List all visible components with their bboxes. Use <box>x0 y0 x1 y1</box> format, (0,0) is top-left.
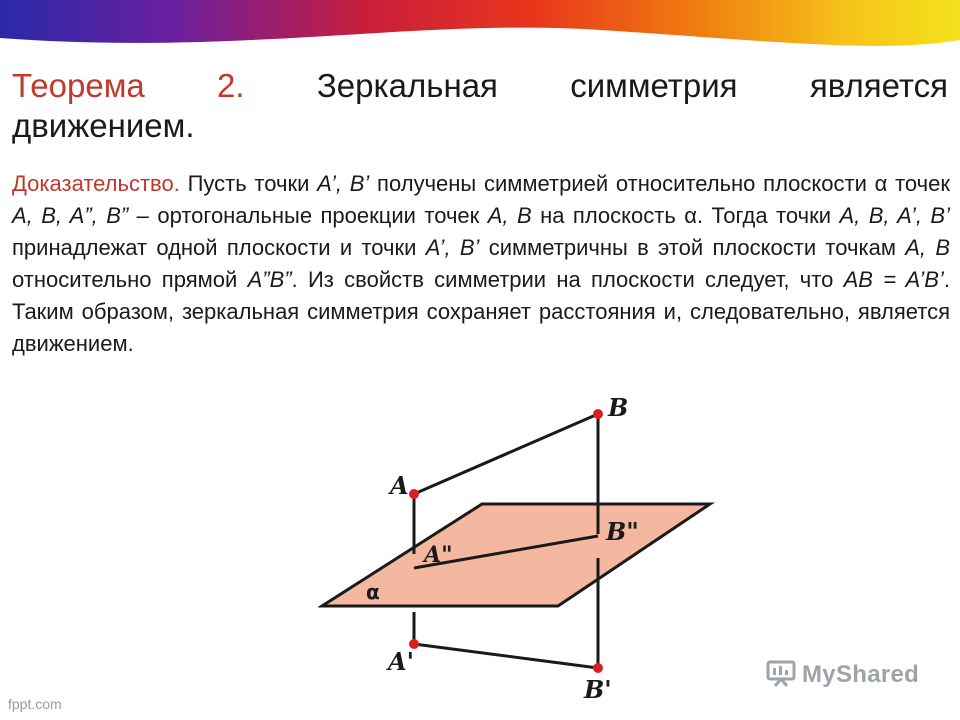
point-b <box>593 409 603 419</box>
proof-paragraph <box>12 168 950 360</box>
proof-text: . Из свойств симметрии на плоскости следует, что <box>291 267 844 292</box>
proof-math: A, B, A”, B” <box>12 203 129 228</box>
mirror-symmetry-diagram <box>318 392 718 710</box>
point-a <box>409 489 419 499</box>
proof-math: AB = A’B’ <box>843 267 944 292</box>
proof-math: A, B <box>487 203 532 228</box>
proof-text: – ортогональные проекции точек <box>128 203 488 228</box>
watermark-text: MyShared <box>802 661 920 688</box>
proof-math: A, B, A’, B’ <box>839 203 950 228</box>
point-b-prime <box>593 663 603 673</box>
proof-text: . Тогда точки <box>696 203 840 228</box>
label-a-proj: A" <box>424 542 453 568</box>
rainbow-header-band <box>0 0 960 60</box>
proof-math: A’, B’ <box>317 171 370 196</box>
source-label: fppt.com <box>8 696 62 712</box>
plane-alpha <box>322 504 710 606</box>
proof-text: точек <box>887 171 950 196</box>
proof-text: принадлежат одной плоскости и точки <box>12 235 426 260</box>
proof-alpha: α <box>684 203 697 228</box>
proof-math: A, B <box>905 235 951 260</box>
proof-text: на плоскость <box>531 203 685 228</box>
segment-a-prime-b-prime <box>414 644 598 668</box>
presentation-board-icon <box>766 659 796 692</box>
label-b-proj: B" <box>606 517 639 546</box>
proof-text: получены симметрией относительно плоскости <box>369 171 875 196</box>
label-b: B <box>608 393 629 422</box>
proof-label: Доказательство. <box>12 171 180 196</box>
proof-math: A’, B’ <box>425 235 480 260</box>
proof-text: относительно прямой <box>12 267 248 292</box>
title-accent: Теорема 2. <box>12 67 245 104</box>
slide-title-line2: движением. <box>12 107 195 144</box>
proof-text: . Таким образом, зеркальная симметрия сохраняет расстояния и, следовательно, является движением. <box>12 267 950 356</box>
title-rest: Зеркальная симметрия является <box>316 67 948 104</box>
myshared-watermark <box>766 658 936 692</box>
proof-text: Пусть точки <box>179 171 318 196</box>
slide-title <box>12 66 948 106</box>
label-alpha: α <box>366 580 380 604</box>
proof-alpha: α <box>874 171 888 196</box>
proof-text: симметричны в этой плоскости точкам <box>479 235 906 260</box>
label-a: A <box>390 471 409 500</box>
label-a-prime: A' <box>388 647 414 676</box>
segment-ab <box>414 414 598 494</box>
proof-math: A”B” <box>247 267 292 292</box>
label-b-prime: B' <box>584 675 612 704</box>
